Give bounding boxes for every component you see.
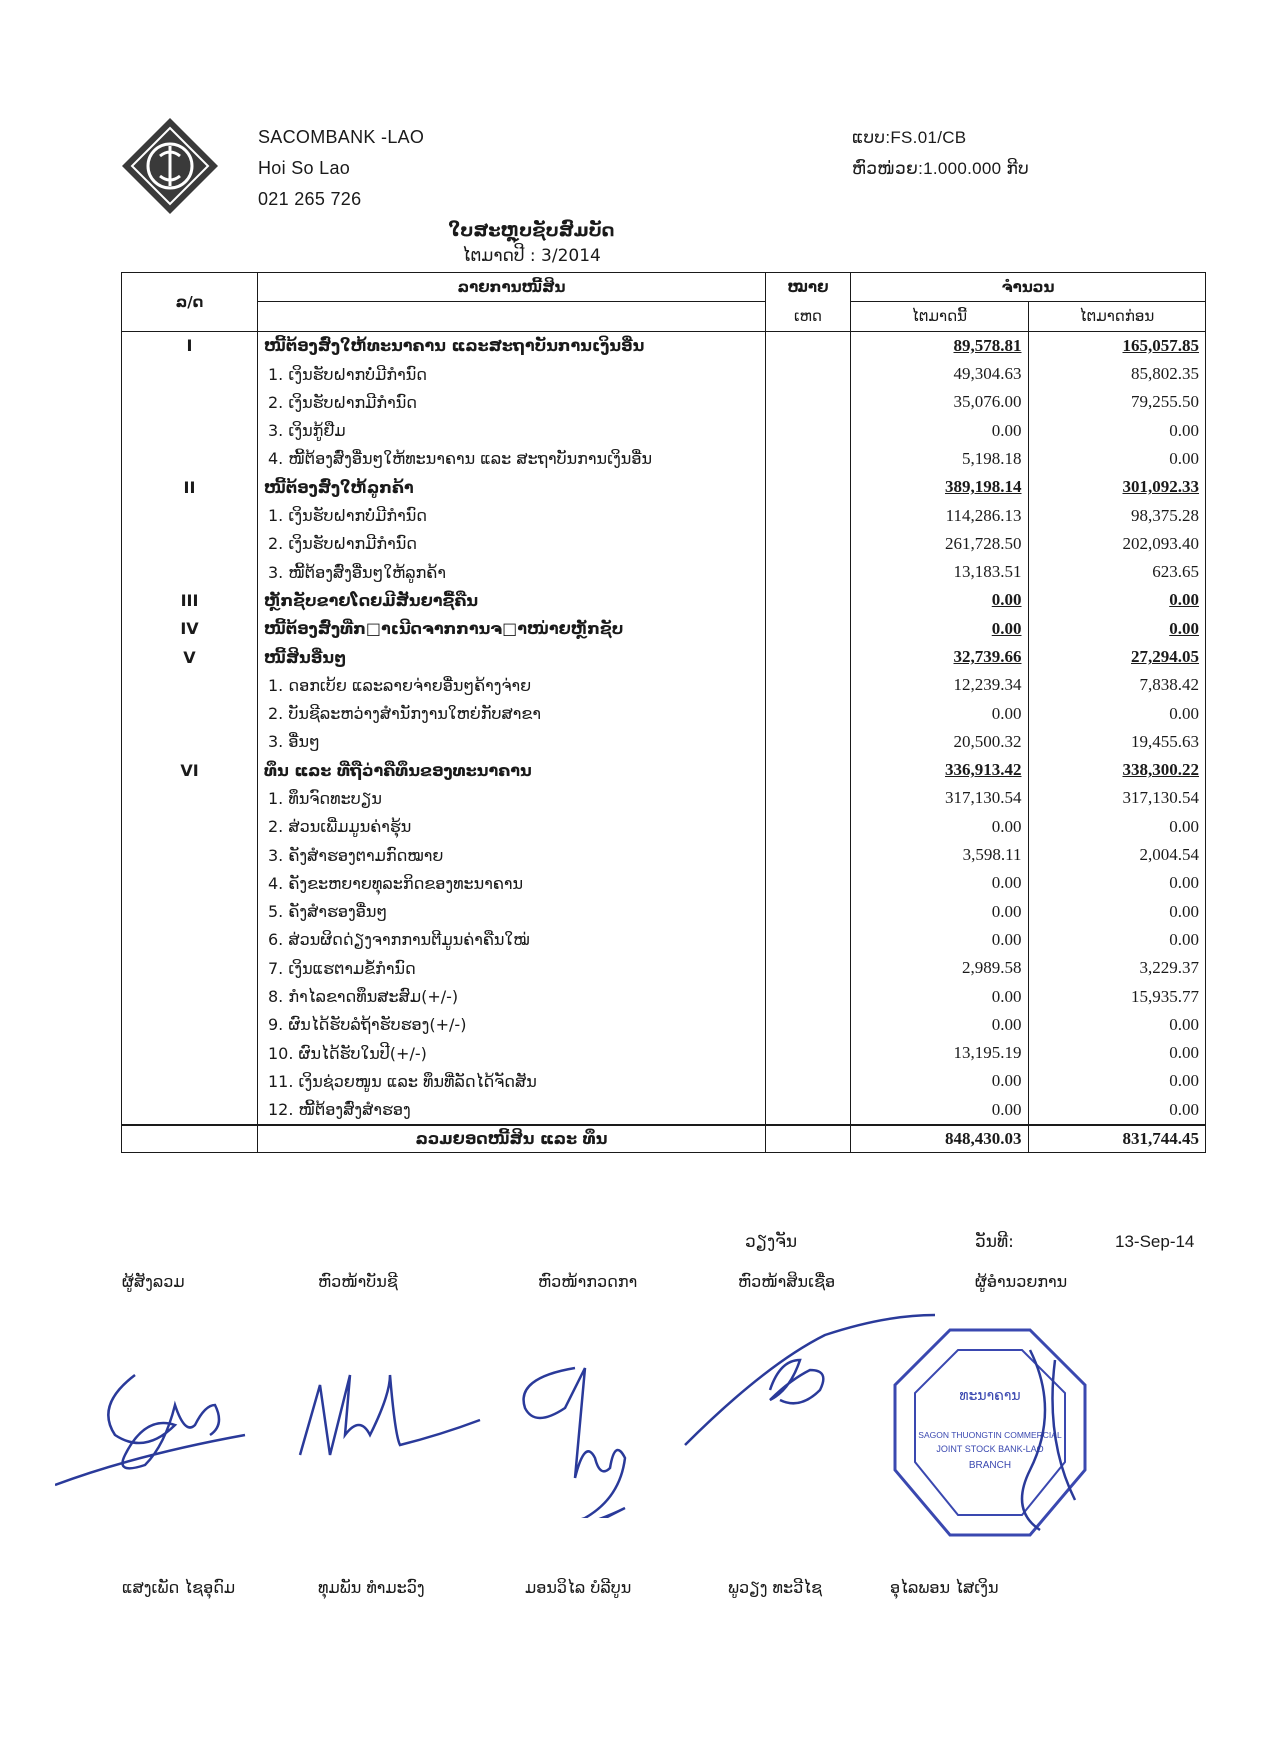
- row-note: [766, 756, 851, 784]
- col-no: ລ/ດ: [122, 273, 258, 332]
- total-label: ລວມຍອດໜີ້ສິນ ແລະ ທຶນ: [258, 1125, 766, 1153]
- row-item: 9. ຜົນໄດ້ຮັບລໍຖ້າຮັບຮອງ(+/-): [258, 1011, 766, 1039]
- row-previous: 0.00: [1028, 1096, 1206, 1125]
- row-note: [766, 388, 851, 416]
- row-previous: 301,092.33: [1028, 473, 1206, 501]
- row-number: III: [122, 586, 258, 614]
- row-previous: 0.00: [1028, 898, 1206, 926]
- row-previous: 7,838.42: [1028, 671, 1206, 699]
- row-current: 0.00: [851, 898, 1029, 926]
- row-previous: 338,300.22: [1028, 756, 1206, 784]
- row-number: [122, 360, 258, 388]
- row-note: [766, 501, 851, 529]
- section-row: [122, 331, 1206, 360]
- row-number: [122, 416, 258, 444]
- row-previous: 0.00: [1028, 869, 1206, 897]
- name-chief-auditor: ມອນວິໄລ ບໍລີບູນ: [525, 1578, 632, 1597]
- table-row: [122, 1011, 1206, 1039]
- row-item: 1. ດອກເບ້ຍ ແລະລາຍຈ່າຍອື່ນໆຄ້າງຈ່າຍ: [258, 671, 766, 699]
- row-previous: 3,229.37: [1028, 954, 1206, 982]
- row-current: 0.00: [851, 926, 1029, 954]
- row-number: [122, 699, 258, 727]
- row-note: [766, 898, 851, 926]
- name-director: ອຸໄລພອນ ໄສເງິນ: [890, 1578, 999, 1597]
- row-current: 389,198.14: [851, 473, 1029, 501]
- row-current: 49,304.63: [851, 360, 1029, 388]
- row-current: 13,183.51: [851, 558, 1029, 586]
- row-note: [766, 445, 851, 473]
- table-row: [122, 671, 1206, 699]
- row-number: [122, 530, 258, 558]
- bank-info: [258, 122, 424, 215]
- row-number: [122, 954, 258, 982]
- row-item: 8. ກຳໄລຂາດທຶນສະສົມ(+/-): [258, 982, 766, 1010]
- row-item: ໜີ້ຕ້ອງສົ່ງທີ່ກ□າເນີດຈາກການຈ□າໜ່າຍຫຼັກຊັບ: [258, 615, 766, 643]
- row-previous: 0.00: [1028, 926, 1206, 954]
- row-previous: 79,255.50: [1028, 388, 1206, 416]
- row-current: 336,913.42: [851, 756, 1029, 784]
- row-previous: 0.00: [1028, 586, 1206, 614]
- table-row: [122, 699, 1206, 727]
- stamp-line-2: SAGON THUONGTIN COMMERCIAL: [918, 1430, 1062, 1440]
- row-previous: 165,057.85: [1028, 331, 1206, 360]
- row-item: 12. ໜີ້ຕ້ອງສົ່ງສຳຮອງ: [258, 1096, 766, 1125]
- row-previous: 0.00: [1028, 1067, 1206, 1095]
- row-number: [122, 784, 258, 812]
- table-row: [122, 869, 1206, 897]
- section-row: [122, 643, 1206, 671]
- row-note: [766, 841, 851, 869]
- row-number: [122, 501, 258, 529]
- row-current: 317,130.54: [851, 784, 1029, 812]
- row-item: 6. ສ່ວນຜິດດ່ຽງຈາກການຕີມູນຄ່າຄືນໃໝ່: [258, 926, 766, 954]
- row-note: [766, 530, 851, 558]
- row-current: 0.00: [851, 813, 1029, 841]
- row-note: [766, 615, 851, 643]
- row-current: 13,195.19: [851, 1039, 1029, 1067]
- row-number: IV: [122, 615, 258, 643]
- name-compiler: ແສງເພັດ ໄຊອຸດົມ: [122, 1578, 236, 1597]
- col-current: ໄຕມາດນີ້: [851, 302, 1029, 331]
- row-item: ໜີ້ຕ້ອງສົ່ງໃຫ້ລູກຄ້າ: [258, 473, 766, 501]
- name-chief-accountant: ທຸມພັນ ທຳມະວົງ: [318, 1578, 425, 1597]
- row-previous: 317,130.54: [1028, 784, 1206, 812]
- name-chief-credit: ພູວຽງ ທະວີໄຊ: [728, 1578, 823, 1597]
- col-item-blank: [258, 302, 766, 331]
- form-code: ແບບ:FS.01/CB: [852, 128, 967, 147]
- row-previous: 0.00: [1028, 1011, 1206, 1039]
- row-note: [766, 813, 851, 841]
- row-note: [766, 1039, 851, 1067]
- table-body: [122, 331, 1206, 1125]
- row-item: 1. ເງິນຮັບຝາກບໍ່ມີກຳນົດ: [258, 360, 766, 388]
- row-note: [766, 1096, 851, 1125]
- row-previous: 27,294.05: [1028, 643, 1206, 671]
- row-number: VI: [122, 756, 258, 784]
- row-current: 89,578.81: [851, 331, 1029, 360]
- row-number: [122, 1011, 258, 1039]
- row-note: [766, 643, 851, 671]
- table-row: [122, 954, 1206, 982]
- stamp-line-3: JOINT STOCK BANK-LAO: [936, 1444, 1044, 1454]
- row-item: 2. ສ່ວນເພີ່ມມູນຄ່າຮຸ້ນ: [258, 813, 766, 841]
- role-chief-auditor: ຫົວໜ້າກວດກາ: [538, 1272, 638, 1291]
- form-info: [852, 122, 1029, 184]
- row-item: 3. ເງິນກູ້ຢືມ: [258, 416, 766, 444]
- row-current: 0.00: [851, 982, 1029, 1010]
- col-amount: ຈຳນວນ: [851, 273, 1206, 302]
- row-number: [122, 869, 258, 897]
- role-chief-accountant: ຫົວໜ້າບັນຊີ: [318, 1272, 398, 1291]
- role-chief-credit: ຫົວໜ້າສິນເຊື່ອ: [738, 1272, 836, 1291]
- table-row: [122, 926, 1206, 954]
- row-current: 35,076.00: [851, 388, 1029, 416]
- row-previous: 623.65: [1028, 558, 1206, 586]
- row-note: [766, 558, 851, 586]
- row-previous: 15,935.77: [1028, 982, 1206, 1010]
- row-number: [122, 898, 258, 926]
- row-note: [766, 1011, 851, 1039]
- row-item: 4. ຄັງຂະຫຍາຍທຸລະກິດຂອງທະນາຄານ: [258, 869, 766, 897]
- table-row: [122, 728, 1206, 756]
- row-note: [766, 982, 851, 1010]
- row-previous: 0.00: [1028, 1039, 1206, 1067]
- row-current: 2,989.58: [851, 954, 1029, 982]
- row-item: 3. ອື່ນໆ: [258, 728, 766, 756]
- signature-3: [505, 1358, 665, 1518]
- document-title: ໃບສະຫຼຸບຊັບສົມບັດ: [448, 220, 615, 241]
- table-row: [122, 530, 1206, 558]
- table-row: [122, 982, 1206, 1010]
- official-stamp: [880, 1320, 1100, 1550]
- signature-1: [55, 1355, 255, 1495]
- total-previous: 831,744.45: [1028, 1125, 1206, 1153]
- role-compiler: ຜູ້ສັງລວມ: [122, 1272, 185, 1291]
- row-note: [766, 869, 851, 897]
- row-note: [766, 360, 851, 388]
- row-number: [122, 388, 258, 416]
- row-note: [766, 784, 851, 812]
- row-note: [766, 586, 851, 614]
- row-note: [766, 728, 851, 756]
- row-number: [122, 982, 258, 1010]
- row-item: 2. ເງິນຮັບຝາກມີກຳນົດ: [258, 530, 766, 558]
- row-previous: 0.00: [1028, 699, 1206, 727]
- row-number: V: [122, 643, 258, 671]
- row-item: 4. ໜີ້ຕ້ອງສົ່ງອື່ນໆໃຫ້ທະນາຄານ ແລະ ສະຖາບັນການເງິນອື່ນ: [258, 445, 766, 473]
- signature-2: [290, 1365, 500, 1475]
- bank-name: SACOMBANK -LAO: [258, 127, 425, 147]
- row-number: [122, 1039, 258, 1067]
- row-note: [766, 331, 851, 360]
- row-item: 7. ເງິນແຮຕາມຂໍ້ກຳນົດ: [258, 954, 766, 982]
- row-note: [766, 416, 851, 444]
- role-director: ຜູ້ອຳນວຍການ: [975, 1272, 1068, 1291]
- row-previous: 202,093.40: [1028, 530, 1206, 558]
- stamp-line-1: ທະນາຄານ: [959, 1388, 1021, 1404]
- table-row: [122, 501, 1206, 529]
- row-item: 1. ເງິນຮັບຝາກບໍ່ມີກຳນົດ: [258, 501, 766, 529]
- row-item: 2. ເງິນຮັບຝາກມີກຳນົດ: [258, 388, 766, 416]
- row-current: 32,739.66: [851, 643, 1029, 671]
- section-row: [122, 615, 1206, 643]
- section-row: [122, 473, 1206, 501]
- row-current: 20,500.32: [851, 728, 1029, 756]
- row-previous: 0.00: [1028, 416, 1206, 444]
- row-item: 1. ທຶນຈົດທະບຽນ: [258, 784, 766, 812]
- table-row: [122, 388, 1206, 416]
- row-note: [766, 699, 851, 727]
- row-current: 0.00: [851, 1096, 1029, 1125]
- row-previous: 98,375.28: [1028, 501, 1206, 529]
- table-row: [122, 360, 1206, 388]
- row-number: [122, 1067, 258, 1095]
- table-row: [122, 416, 1206, 444]
- row-current: 261,728.50: [851, 530, 1029, 558]
- sacombank-logo: [120, 116, 220, 216]
- branch-name: Hoi So Lao: [258, 158, 351, 178]
- row-previous: 85,802.35: [1028, 360, 1206, 388]
- row-item: ໜີ້ຕ້ອງສົ່ງໃຫ້ທະນາຄານ ແລະສະຖາບັນການເງິນອື່ນ: [258, 331, 766, 360]
- signoff-date-label: ວັນທີ:: [975, 1232, 1014, 1252]
- table-row: [122, 558, 1206, 586]
- total-note: [766, 1125, 851, 1153]
- row-current: 0.00: [851, 869, 1029, 897]
- row-number: [122, 841, 258, 869]
- row-current: 0.00: [851, 699, 1029, 727]
- row-current: 0.00: [851, 1011, 1029, 1039]
- row-note: [766, 954, 851, 982]
- row-note: [766, 926, 851, 954]
- balance-sheet-table: [121, 272, 1206, 1153]
- total-current: 848,430.03: [851, 1125, 1029, 1153]
- row-current: 12,239.34: [851, 671, 1029, 699]
- table-row: [122, 1039, 1206, 1067]
- col-item: ລາຍການໜີ້ສິນ: [258, 273, 766, 302]
- row-previous: 0.00: [1028, 615, 1206, 643]
- row-current: 0.00: [851, 416, 1029, 444]
- table-row: [122, 841, 1206, 869]
- row-note: [766, 671, 851, 699]
- col-note-top: ໝາຍ: [766, 273, 851, 302]
- row-previous: 0.00: [1028, 445, 1206, 473]
- row-item: 3. ໜີ້ຕ້ອງສົ່ງອື່ນໆໃຫ້ລູກຄ້າ: [258, 558, 766, 586]
- row-current: 114,286.13: [851, 501, 1029, 529]
- stamp-line-4: BRANCH: [968, 1460, 1012, 1471]
- row-current: 5,198.18: [851, 445, 1029, 473]
- row-item: 11. ເງິນຊ່ວຍໜູນ ແລະ ທຶນທີ່ລັດໄດ້ຈັດສັນ: [258, 1067, 766, 1095]
- row-note: [766, 473, 851, 501]
- row-number: [122, 558, 258, 586]
- section-row: [122, 586, 1206, 614]
- row-current: 0.00: [851, 586, 1029, 614]
- row-number: [122, 1096, 258, 1125]
- row-item: 5. ຄັງສຳຮອງອື່ນໆ: [258, 898, 766, 926]
- row-previous: 2,004.54: [1028, 841, 1206, 869]
- row-number: I: [122, 331, 258, 360]
- table-row: [122, 1067, 1206, 1095]
- table-row: [122, 445, 1206, 473]
- row-current: 3,598.11: [851, 841, 1029, 869]
- row-note: [766, 1067, 851, 1095]
- table-row: [122, 784, 1206, 812]
- row-item: 10. ຜົນໄດ້ຮັບໃນປີ(+/-): [258, 1039, 766, 1067]
- table-row: [122, 898, 1206, 926]
- row-item: 2. ບັນຊີລະຫວ່າງສຳນັກງານໃຫຍ່ກັບສາຂາ: [258, 699, 766, 727]
- section-row: [122, 756, 1206, 784]
- row-previous: 0.00: [1028, 813, 1206, 841]
- row-current: 0.00: [851, 1067, 1029, 1095]
- row-number: II: [122, 473, 258, 501]
- signoff-city: ວຽງຈັນ: [745, 1232, 798, 1252]
- row-item: ໜີ້ສິນອື່ນໆ: [258, 643, 766, 671]
- col-note-bottom: ເຫດ: [766, 302, 851, 331]
- total-row: [122, 1125, 1206, 1153]
- row-item: ທຶນ ແລະ ທີ່ຖືວ່າຄືທຶນຂອງທະນາຄານ: [258, 756, 766, 784]
- row-number: [122, 813, 258, 841]
- row-number: [122, 671, 258, 699]
- total-no: [122, 1125, 258, 1153]
- col-previous: ໄຕມາດກ່ອນ: [1028, 302, 1206, 331]
- row-number: [122, 445, 258, 473]
- currency-unit: ຫົວໜ່ວຍ:1.000.000 ກີບ: [852, 159, 1030, 178]
- table-row: [122, 1096, 1206, 1125]
- row-item: ຫຼັກຊັບຂາຍໂດຍມີສັນຍາຊື້ຄືນ: [258, 586, 766, 614]
- phone-number: 021 265 726: [258, 189, 362, 209]
- row-previous: 19,455.63: [1028, 728, 1206, 756]
- row-number: [122, 728, 258, 756]
- row-current: 0.00: [851, 615, 1029, 643]
- row-number: [122, 926, 258, 954]
- table-row: [122, 813, 1206, 841]
- row-item: 3. ຄັງສຳຮອງຕາມກົດໝາຍ: [258, 841, 766, 869]
- report-period: ໄຕມາດປີ : 3/2014: [462, 246, 601, 266]
- signoff-date: 13-Sep-14: [1115, 1232, 1195, 1251]
